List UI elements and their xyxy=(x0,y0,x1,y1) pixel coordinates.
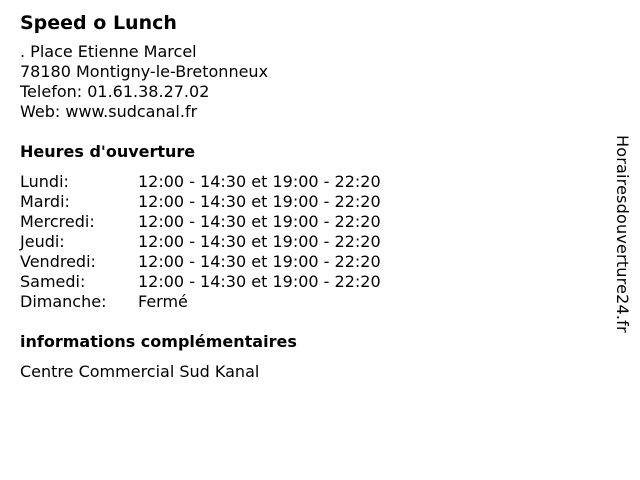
day-label: Mardi: xyxy=(20,192,70,211)
hours-row-thursday xyxy=(20,232,600,252)
address-block xyxy=(20,42,600,122)
day-label: Vendredi: xyxy=(20,252,96,271)
day-hours: 12:00 - 14:30 et 19:00 - 22:20 xyxy=(138,212,381,231)
day-label: Mercredi: xyxy=(20,212,95,231)
day-hours: 12:00 - 14:30 et 19:00 - 22:20 xyxy=(138,172,381,191)
phone-line: Telefon: 01.61.38.27.02 xyxy=(20,82,210,101)
hours-row-monday xyxy=(20,172,600,192)
day-label: Lundi: xyxy=(20,172,69,191)
day-hours: 12:00 - 14:30 et 19:00 - 22:20 xyxy=(138,272,381,291)
hours-row-sunday xyxy=(20,292,600,312)
day-hours: 12:00 - 14:30 et 19:00 - 22:20 xyxy=(138,252,381,271)
hours-row-tuesday xyxy=(20,192,600,212)
site-watermark: Horairesdouverture24.fr xyxy=(613,135,632,333)
day-hours: 12:00 - 14:30 et 19:00 - 22:20 xyxy=(138,192,381,211)
hours-title: Heures d'ouverture xyxy=(20,142,196,161)
day-label: Samedi: xyxy=(20,272,86,291)
info-title: informations complémentaires xyxy=(20,332,297,351)
hours-row-wednesday xyxy=(20,212,600,232)
hours-row-saturday xyxy=(20,272,600,292)
info-text: Centre Commercial Sud Kanal xyxy=(20,362,260,381)
hours-table xyxy=(20,172,600,312)
business-name: Speed o Lunch xyxy=(20,12,177,34)
day-hours: 12:00 - 14:30 et 19:00 - 22:20 xyxy=(138,232,381,251)
address-street: . Place Etienne Marcel xyxy=(20,42,197,61)
business-card xyxy=(20,10,600,382)
day-hours: Fermé xyxy=(138,292,188,311)
day-label: Dimanche: xyxy=(20,292,107,311)
web-line: Web: www.sudcanal.fr xyxy=(20,102,198,121)
day-label: Jeudi: xyxy=(20,232,65,251)
address-city: 78180 Montigny-le-Bretonneux xyxy=(20,62,269,81)
hours-row-friday xyxy=(20,252,600,272)
